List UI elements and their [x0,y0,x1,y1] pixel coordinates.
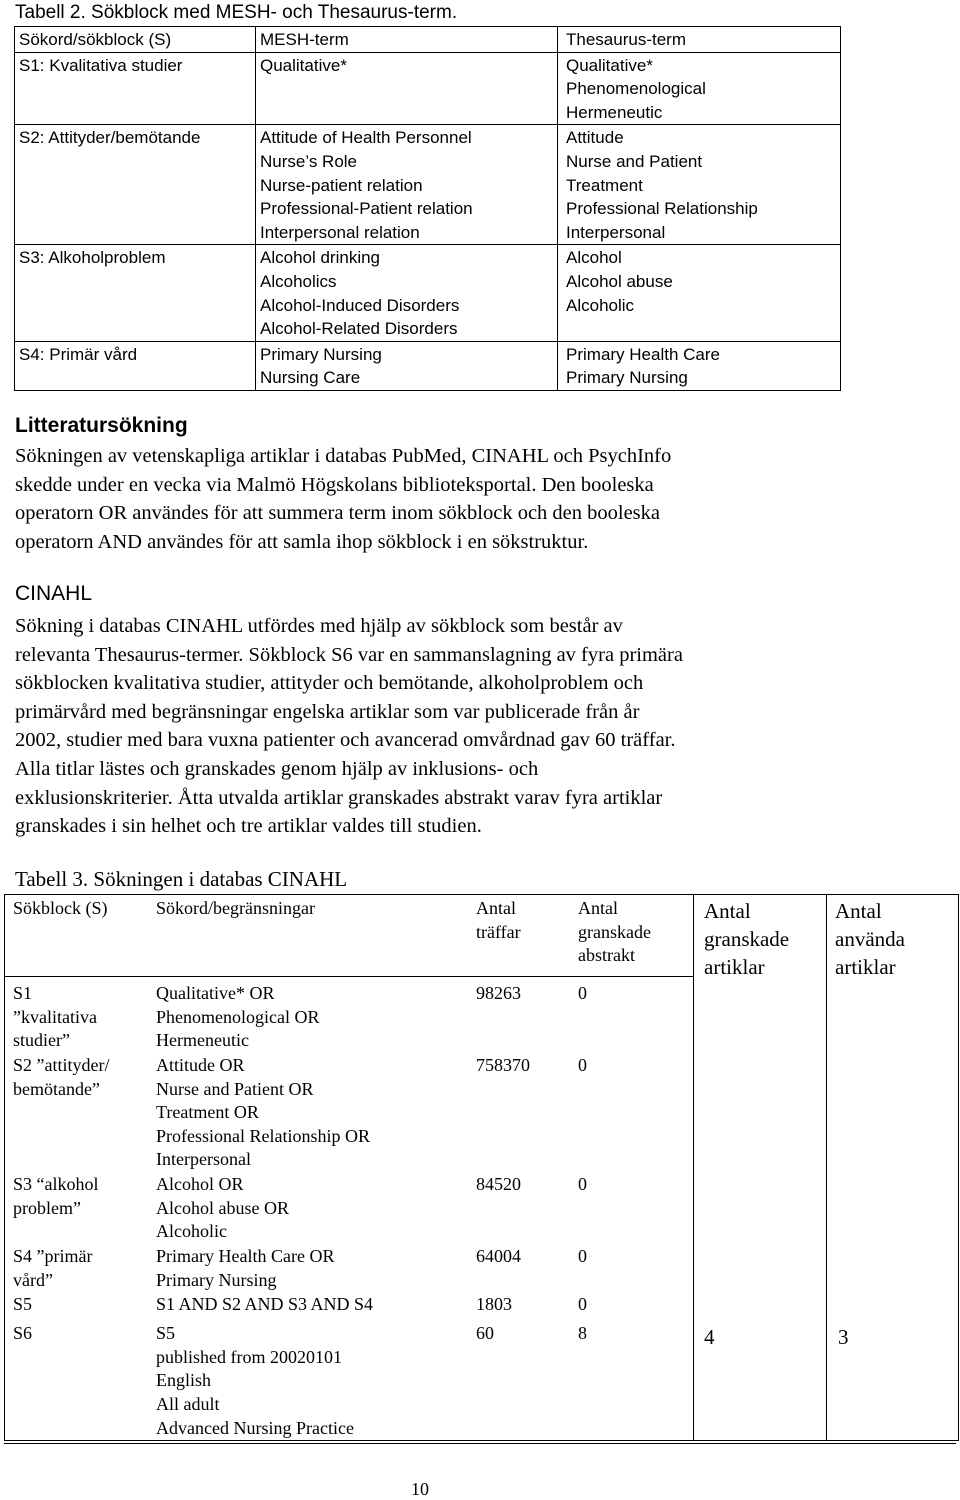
table3-hits-cell: 98263 [476,983,521,1003]
table3-block-cell [4,1244,147,1292]
table2-row [15,245,841,341]
table3-header-reviewed [693,894,826,981]
paragraph-line: Sökningen av vetenskapliga artiklar i databas PubMed, CINAHL och PsychInfo [15,445,672,467]
table2-thesaurus-cell [558,245,841,341]
table3-abstracts-cell: 8 [569,1321,693,1443]
term-text: Qualitative* OR [156,983,275,1003]
table2-block-cell: S3: Alkoholproblem [15,245,256,341]
table3-header-terms [147,894,467,981]
table3-row [4,1053,956,1172]
header-text: använda [835,927,905,951]
term-text: Attitude OR [156,1055,245,1075]
paragraph-line: relevanta Thesaurus-termer. Sökblock S6 var en sammanslagning av fyra primära [15,643,683,666]
table2-header-row [15,27,841,53]
table2-thesaurus-cell [558,341,841,390]
table2-block-cell: S4: Primär vård [15,341,256,390]
mesh-term: Interpersonal relation [260,222,420,242]
table3-used-cell [826,1244,956,1292]
paragraph-line: exklusionskriterier. Åtta utvalda artiklar granskades abstrakt varav fyra artiklar [15,786,663,809]
table3-hits-cell: 1803 [476,1294,512,1315]
table3-header-hits [467,894,569,981]
cinahl-subheading: CINAHL [15,582,93,605]
table3-hits-cell: 64004 [476,1246,521,1266]
header-text: granskade [704,927,790,951]
table3-reviewed-cell [693,981,826,1053]
thesaurus-term: Alcohol [566,248,622,268]
paragraph-line: granskades i sin helhet och tre artiklar valdes till studien. [15,815,482,838]
table3 [4,894,956,1444]
table2-row [15,52,841,125]
term-text: Primary Nursing [156,1269,277,1290]
table3-used-cell [826,1292,956,1321]
paragraph-line: sökblocken kvalitativa studier, attityder och bemötande, alkoholproblem och [15,672,644,695]
paragraph-line: Alla titlar lästes och granskades genom hjälp av inklusions- och [15,757,539,780]
mesh-term: Alcohol-Related Disorders [260,319,458,339]
mesh-term: Alcoholics [260,271,337,291]
term-text: Primary Health Care OR [156,1246,335,1266]
table3-block-cell [4,1172,147,1244]
table3-block-cell [4,1292,147,1321]
mesh-term: Alcohol drinking [260,248,381,268]
term-text: Treatment OR [156,1102,259,1123]
thesaurus-term: Primary Nursing [566,368,688,388]
mesh-term: Alcohol-Induced Disorders [260,295,460,315]
table3-reviewed-cell [693,1172,826,1244]
table2 [14,26,841,391]
table3-used-cell: 3 [826,1321,956,1443]
paragraph-line: primärvård med begränsningar engelska artiklar som var publicerade från år [15,700,640,723]
mesh-term: Nursing Care [260,368,361,388]
header-text: Antal [835,899,882,923]
term-text: S5 [156,1323,176,1344]
table3-header-block [4,894,147,981]
term-text: Nurse and Patient OR [156,1078,314,1099]
table3-abstracts-cell: 0 [578,1174,587,1194]
mesh-term: Qualitative* [260,55,347,75]
table3-row [4,981,956,1053]
header-text: granskade [578,921,651,942]
table2-thesaurus-cell [558,125,841,245]
table3-row [4,1321,956,1443]
term-text: Advanced Nursing Practice [156,1417,354,1438]
term-text: Alcoholic [156,1221,227,1242]
paragraph-line: Sökning i databas CINAHL utfördes med hjälp av sökblock som består av [15,615,623,637]
table2-mesh-cell [256,341,558,390]
table3-terms-cell [147,981,467,1053]
table2-thesaurus-cell [558,52,841,125]
paragraph-line: operatorn AND användes för att samla ihop sökblock i en sökstruktur. [15,530,589,553]
header-text: artiklar [704,955,765,979]
thesaurus-term: Interpersonal [566,222,666,242]
thesaurus-term: Alcoholic [566,295,635,315]
table3-terms-cell [147,1172,467,1244]
page-number: 10 [411,1479,429,1499]
table3-hits-cell: 758370 [476,1055,530,1075]
term-text: Alcohol OR [156,1174,244,1194]
block-text: S1 [13,983,33,1003]
table3-used-cell [826,1053,956,1172]
table3-abstracts-cell: 0 [578,983,587,1003]
table3-reviewed-cell [693,1053,826,1172]
thesaurus-term: Hermeneutic [566,102,663,122]
cinahl-paragraph [15,612,683,841]
table3-row [4,1172,956,1244]
header-text: Antal [704,899,751,923]
mesh-term: Nurse-patient relation [260,175,423,195]
table3-reviewed-cell: 4 [693,1321,826,1443]
paragraph-line: 2002, studier med bara vuxna patienter och avancerad omvårdnad gav 60 träffar. [15,729,676,752]
header-text: träffar [476,921,521,942]
header-text: artiklar [835,955,896,979]
table3-abstracts-cell: 0 [578,1055,587,1075]
table3-block-cell [4,1053,147,1172]
header-text: Antal [578,898,618,918]
thesaurus-term: Alcohol abuse [566,271,673,291]
header-text: Sökblock (S) [13,898,108,918]
term-text: S1 AND S2 AND S3 AND S4 [156,1294,374,1315]
table3-abstracts-cell: 0 [578,1246,587,1266]
block-text: vård” [13,1269,53,1290]
term-text: All adult [156,1393,220,1414]
mesh-term: Primary Nursing [260,344,382,364]
block-text: S5 [13,1294,33,1315]
block-text: S3 “alkohol [13,1174,99,1194]
block-text: S2 ”attityder/ [13,1055,110,1075]
term-text: Phenomenological OR [156,1006,320,1027]
term-text: Interpersonal [156,1149,251,1170]
term-text: English [156,1370,212,1391]
table3-reviewed-cell [693,1244,826,1292]
table3-terms-cell [147,1292,467,1321]
table2-mesh-cell [256,125,558,245]
header-text: abstrakt [578,945,635,966]
table3-hits-cell: 60 [467,1321,569,1443]
table2-header-thesaurus: Thesaurus-term [558,27,841,53]
table2-row [15,125,841,245]
table3-header-abstracts [569,894,693,981]
term-text: Alcohol abuse OR [156,1197,289,1218]
header-text: Sökord/begränsningar [156,898,315,918]
table3-used-cell [826,1172,956,1244]
term-text: published from 20020101 [156,1346,342,1367]
table3-hits-cell: 84520 [476,1174,521,1194]
table3-reviewed-cell [693,1292,826,1321]
header-text: Antal [476,898,516,918]
block-text: S6 [13,1323,33,1344]
table2-block-cell: S1: Kvalitativa studier [15,52,256,125]
table2-mesh-cell [256,245,558,341]
block-text: ”kvalitativa [13,1006,97,1027]
table2-row [15,341,841,390]
section-heading: Litteratursökning [15,414,188,437]
thesaurus-term: Treatment [566,175,643,195]
block-text: studier” [13,1030,70,1051]
mesh-term: Attitude of Health Personnel [260,128,472,148]
table3-terms-cell [147,1321,467,1443]
paragraph-line: operatorn OR användes för att summera term inom sökblock och den booleska [15,502,661,525]
table2-block-cell: S2: Attityder/bemötande [15,125,256,245]
block-text: problem” [13,1197,81,1218]
thesaurus-term: Phenomenological [566,79,706,99]
table3-terms-cell [147,1053,467,1172]
thesaurus-term: Professional Relationship [566,199,758,219]
table3-row [4,1244,956,1292]
table3-header-used [826,894,956,981]
thesaurus-term: Nurse and Patient [566,151,703,171]
thesaurus-term: Qualitative* [566,55,653,75]
mesh-term: Professional-Patient relation [260,199,473,219]
mesh-term: Nurse’s Role [260,151,358,171]
table3-abstracts-cell: 0 [578,1294,587,1315]
table3-caption: Tabell 3. Sökningen i databas CINAHL [15,867,348,891]
table3-block-cell [4,1321,147,1443]
search-paragraph [15,442,671,556]
table2-caption: Tabell 2. Sökblock med MESH- och Thesaurus-term. [15,2,458,23]
table3-row [4,1292,956,1321]
table3-terms-cell [147,1244,467,1292]
thesaurus-term: Primary Health Care [566,344,720,364]
term-text: Professional Relationship OR [156,1125,370,1146]
table2-header-block: Sökord/sökblock (S) [15,27,256,53]
table2-header-mesh: MESH-term [256,27,558,53]
table3-used-cell [826,981,956,1053]
thesaurus-term: Attitude [566,128,624,148]
term-text: Hermeneutic [156,1030,249,1051]
block-text: S4 ”primär [13,1246,93,1266]
table3-header-row [4,894,956,981]
paragraph-line: skedde under en vecka via Malmö Högskolans biblioteksportal. Den booleska [15,473,654,496]
table3-block-cell [4,981,147,1053]
table2-mesh-cell [256,52,558,125]
block-text: bemötande” [13,1078,100,1099]
